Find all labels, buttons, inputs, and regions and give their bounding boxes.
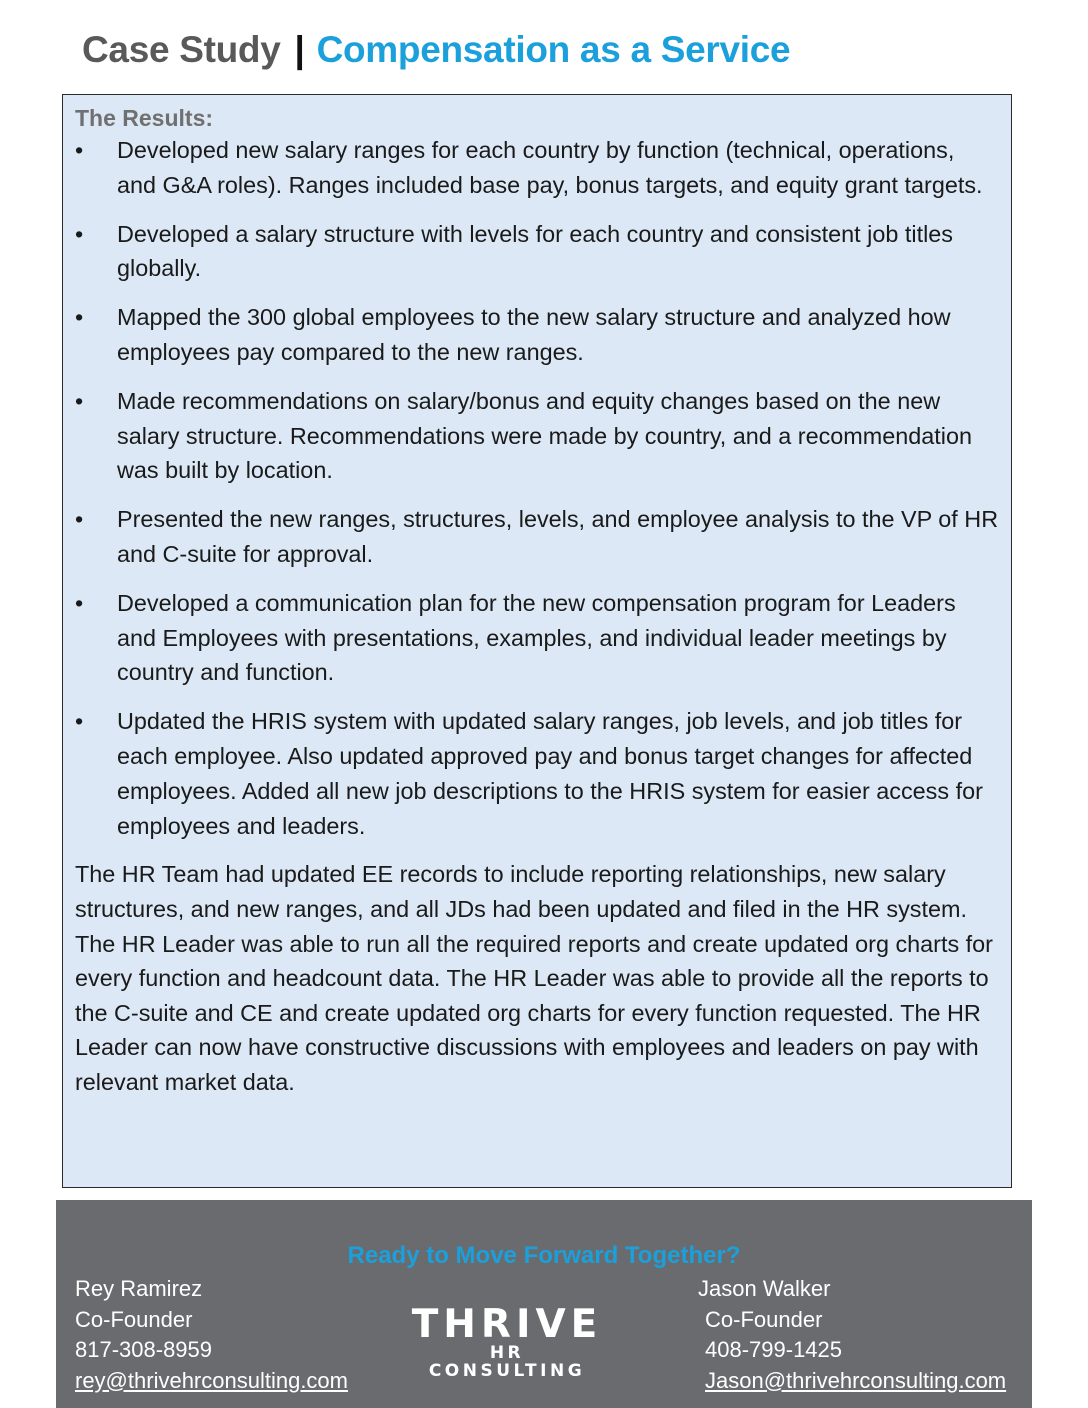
results-item-text: Developed a salary structure with levels for each country and consistent job titles globally. — [117, 220, 953, 282]
results-item — [75, 384, 999, 488]
logo-subtitle: HR CONSULTING — [428, 1343, 586, 1381]
results-item — [75, 133, 999, 203]
results-item — [75, 704, 999, 843]
contact-email-link[interactable]: rey@thrivehrconsulting.com — [75, 1367, 348, 1393]
bullet-icon: • — [75, 220, 84, 247]
results-item-text: Made recommendations on salary/bonus and equity changes based on the new salary structure. Recommendations were made by country, and a recommendation was built by location. — [117, 387, 973, 484]
thrive-logo — [407, 1304, 607, 1380]
contact-name: Rey Ramirez — [75, 1276, 203, 1301]
header-separator: | — [294, 29, 305, 70]
contact-role: Co-Founder — [75, 1306, 193, 1332]
bullet-icon: • — [75, 304, 84, 331]
contact-email-link[interactable]: Jason@thrivehrconsulting.com — [705, 1367, 1007, 1393]
contact-phone: 408-799-1425 — [705, 1337, 843, 1362]
page-header — [82, 24, 790, 76]
contact-role: Co-Founder — [705, 1306, 823, 1332]
header-prefix: Case Study — [82, 29, 281, 70]
results-item-text: Developed a communication plan for the new compensation program for Leaders and Employees with presentations, examples, and individual leader meetings by country and function. — [117, 589, 956, 686]
results-item-text: Updated the HRIS system with updated salary ranges, job levels, and job titles for each employee. Also updated approved pay and bonus target changes for affected employees. Added all new job descriptions to the HRIS system for easier access for employees and leaders. — [117, 708, 983, 839]
contact-phone: 817-308-8959 — [75, 1337, 213, 1362]
contact-name: Jason Walker — [698, 1276, 831, 1301]
cta-heading: Ready to Move Forward Together? — [347, 1242, 741, 1269]
contact-jason — [698, 1274, 1006, 1396]
results-item — [75, 502, 999, 572]
page-title: Compensation as a Service — [316, 29, 791, 70]
results-list — [75, 133, 999, 843]
bullet-icon: • — [75, 708, 84, 735]
results-box — [62, 94, 1012, 1188]
bullet-icon: • — [75, 137, 84, 163]
footer — [56, 1200, 1032, 1408]
results-heading: The Results: — [75, 105, 214, 131]
bullet-icon: • — [75, 589, 84, 616]
bullet-icon: • — [75, 506, 84, 533]
results-item — [75, 300, 999, 370]
results-item — [75, 586, 999, 690]
results-item — [75, 217, 999, 287]
results-item-text: Mapped the 300 global employees to the new salary structure and analyzed how employees pay compared to the new ranges. — [117, 304, 951, 365]
logo-wordmark: THRIVE — [411, 1302, 603, 1347]
results-summary: The HR Team had updated EE records to include reporting relationships, new salary structures, and new ranges, and all JDs had been updated and filed in the HR system. The HR Leader was able to run all the required reports and create updated org charts for every function and headcount data. The HR Leader was able to provide all the reports to the C-suite and CE and create updated org charts for every function requested. The HR Leader can now have constructive discussions with employees and leaders on pay with relevant market data. — [75, 861, 993, 1095]
results-item-text: Developed new salary ranges for each country by function (technical, operations, and G&A roles). Ranges included base pay, bonus targets, and equity grant targets. — [117, 137, 983, 198]
results-item-text: Presented the new ranges, structures, levels, and employee analysis to the VP of HR and C-suite for approval. — [117, 506, 999, 567]
contact-rey — [75, 1274, 348, 1396]
bullet-icon: • — [75, 387, 84, 414]
